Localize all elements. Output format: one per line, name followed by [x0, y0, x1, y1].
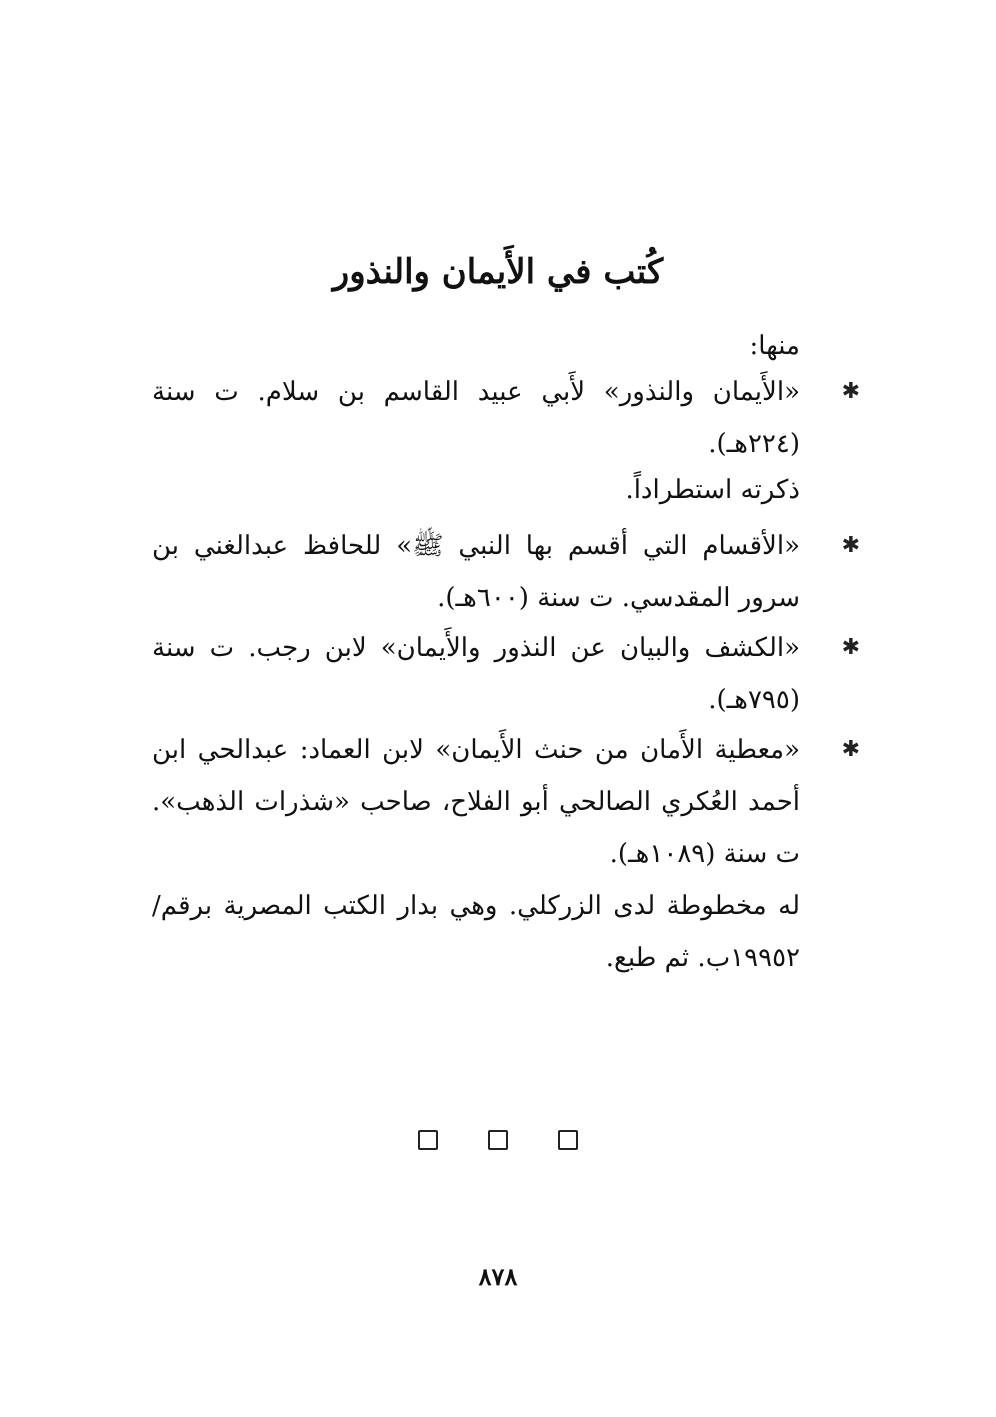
section-separator: [0, 1130, 996, 1150]
entry-2: «الأقسام التي أقسم بها النبي ﷺ» للحافظ عبدالغني بن سرور المقدسي. ت سنة (٦٠٠هـ).: [152, 531, 800, 613]
intro-text: منها:: [749, 331, 800, 361]
bullet-star-icon: ✱: [841, 379, 860, 404]
entry-1: «الأَيمان والنذور» لأَبي عبيد القاسم بن سلام. ت سنة (٢٢٤هـ).: [152, 377, 800, 459]
bullet-star-icon: ✱: [841, 635, 860, 660]
square-ornament-icon: [488, 1130, 508, 1150]
page-title: كُتب في الأَيمان والنذور: [332, 252, 664, 292]
square-ornament-icon: [418, 1130, 438, 1150]
page-number: ٨٧٨: [478, 1262, 518, 1291]
entry-3: «الكشف والبيان عن النذور والأَيمان» لابن رجب. ت سنة (٧٩٥هـ).: [152, 633, 800, 715]
entry-4: «معطية الأَمان من حنث الأَيمان» لابن العماد: عبدالحي ابن أحمد العُكري الصالحي أبو الفلاح، صاحب «شذرات الذهب». ت سنة (١٠٨٩هـ).: [152, 735, 800, 869]
note-manuscript: له مخطوطة لدى الزركلي. وهي بدار الكتب المصرية برقم/ ١٩٩٥٢ب. ثم طبع.: [152, 891, 800, 973]
note-digression: ذكرته استطراداً.: [625, 475, 800, 505]
square-ornament-icon: [558, 1130, 578, 1150]
bullet-star-icon: ✱: [841, 737, 860, 762]
bullet-star-icon: ✱: [841, 533, 860, 558]
